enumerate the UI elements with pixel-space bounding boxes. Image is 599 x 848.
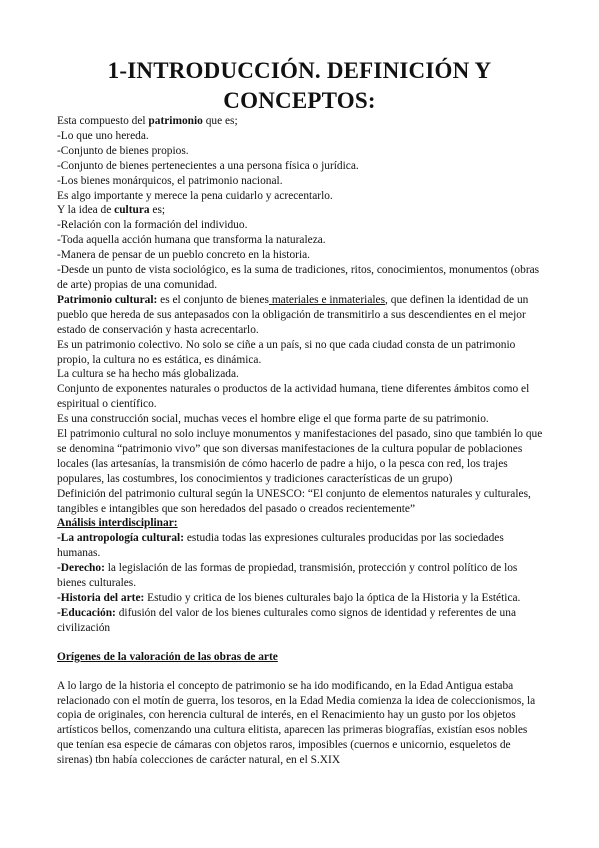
- spacer: [57, 636, 545, 650]
- cultura-intro: [57, 203, 545, 218]
- analisis-item: [57, 561, 545, 591]
- patrimonio-intro: [57, 114, 545, 129]
- list-item: -Los bienes monárquicos, el patrimonio nacional.: [57, 174, 283, 187]
- list-item: -Desde un punto de vista sociológico, es la suma de tradiciones, ritos, conocimientos, monumentos (obras de arte) propias de una comunidad.: [57, 264, 540, 291]
- text-span: , que definen la identidad de un pueblo que hereda de sus antepasados con la obligación de transmitirlo a sus descendientes en el mejor estado de conservación y hasta acrecentarlo.: [57, 293, 529, 336]
- paragraph: Es un patrimonio colectivo. No solo se ciñe a un país, si no que cada ciudad consta de un patrimonio propio, la cultura no es estática, es dinámica.: [57, 338, 516, 366]
- underlined-text: materiales e inmateriales: [268, 293, 386, 306]
- paragraph: La cultura se ha hecho más globalizada.: [57, 368, 239, 381]
- term-cultura: cultura: [114, 204, 150, 217]
- analisis-term: -Educación:: [57, 606, 116, 619]
- title-line-2: CONCEPTOS:: [223, 88, 376, 113]
- paragraph: El patrimonio cultural no solo incluye monumentos y manifestaciones del pasado, sino que también lo que se denomina “patrimonio vivo” que son diversas manifestaciones de la cultura popular de poblaciones locales (las artesanías, la transmisión de cómo hacerlo de padre a hijo, o la pesca con red, los trajes populares, las costumbres, los conocimientos y tradiciones características de un grupo): [57, 428, 543, 485]
- analisis-item: [57, 531, 545, 561]
- text-span: estudia todas las expresiones culturales producidas por las sociedades humanas.: [57, 532, 504, 560]
- patrimonio-cultural-definition: [57, 293, 545, 338]
- paragraph: Definición del patrimonio cultural según la UNESCO: “El conjunto de elementos naturales y culturales, tangibles e intangibles que son heredados del pasado o creados recientemente”: [57, 487, 531, 515]
- origenes-heading: Orígenes de la valoración de las obras de arte: [57, 650, 278, 663]
- list-item: -Conjunto de bienes propios.: [57, 144, 189, 157]
- term-patrimonio-cultural: Patrimonio cultural:: [57, 293, 158, 306]
- page-title: [0, 56, 599, 116]
- analisis-heading: Análisis interdisciplinar:: [57, 517, 178, 530]
- title-line-1: 1-INTRODUCCIÓN. DEFINICIÓN Y: [107, 58, 492, 83]
- text-span: difusión del valor de los bienes culturales como signos de identidad y referentes de una civilización: [57, 606, 516, 634]
- text-span: es;: [149, 204, 166, 217]
- text-span: que es;: [202, 115, 238, 127]
- text-span: la legislación de las formas de propiedad, transmisión, protección y control político de los bienes culturales.: [57, 562, 518, 590]
- list-item: -Relación con la formación del individuo.: [57, 219, 248, 232]
- origenes-paragraph: A lo largo de la historia el concepto de patrimonio se ha ido modificando, en la Edad Antigua estaba relacionado con el motín de guerra, los tesoros, en la Edad Media comienza la idea de coleccionismos, la copia de originales, con herencia cultural de interés, en el Renacimiento hay un gusto por los objetos artísticos bellos, comenzando una cultura elitista, aparecen las primeras biografías, existían esos nobles que tenían esa especie de cámaras con objetos raros, imposibles (cuernos e unicornio, esqueletos de sirenas) tbn había colecciones de carácter natural, en el S.XIX: [57, 679, 536, 767]
- list-item: -Manera de pensar de un pueblo concreto en la historia.: [57, 249, 311, 262]
- list-item: -Conjunto de bienes pertenecientes a una persona física o jurídica.: [57, 159, 359, 172]
- paragraph: Es una construcción social, muchas veces el hombre elige el que forma parte de su patrimonio.: [57, 413, 489, 426]
- term-patrimonio: patrimonio: [148, 115, 203, 127]
- paragraph: Es algo importante y merece la pena cuidarlo y acrecentarlo.: [57, 189, 333, 202]
- analisis-term: -Historia del arte:: [57, 592, 145, 604]
- paragraph: Conjunto de exponentes naturales o productos de la actividad humana, tiene diferentes ámbitos como el espiritual o científico.: [57, 383, 530, 411]
- document-body: [57, 114, 545, 768]
- spacer: [57, 665, 545, 679]
- list-item: -Lo que uno hereda.: [57, 129, 149, 142]
- analisis-term: -Derecho:: [57, 562, 105, 575]
- analisis-item: [57, 606, 545, 636]
- text-span: Y la idea de: [57, 204, 115, 217]
- list-item: -Toda aquella acción humana que transforma la naturaleza.: [57, 234, 326, 247]
- analisis-item: [57, 591, 545, 606]
- analisis-term: -La antropología cultural:: [57, 532, 184, 545]
- text-span: es el conjunto de bienes: [157, 293, 269, 306]
- text-span: Estudio y critica de los bienes culturales bajo la óptica de la Historia y la Estética.: [144, 592, 521, 604]
- text-span: Esta compuesto del: [57, 115, 149, 127]
